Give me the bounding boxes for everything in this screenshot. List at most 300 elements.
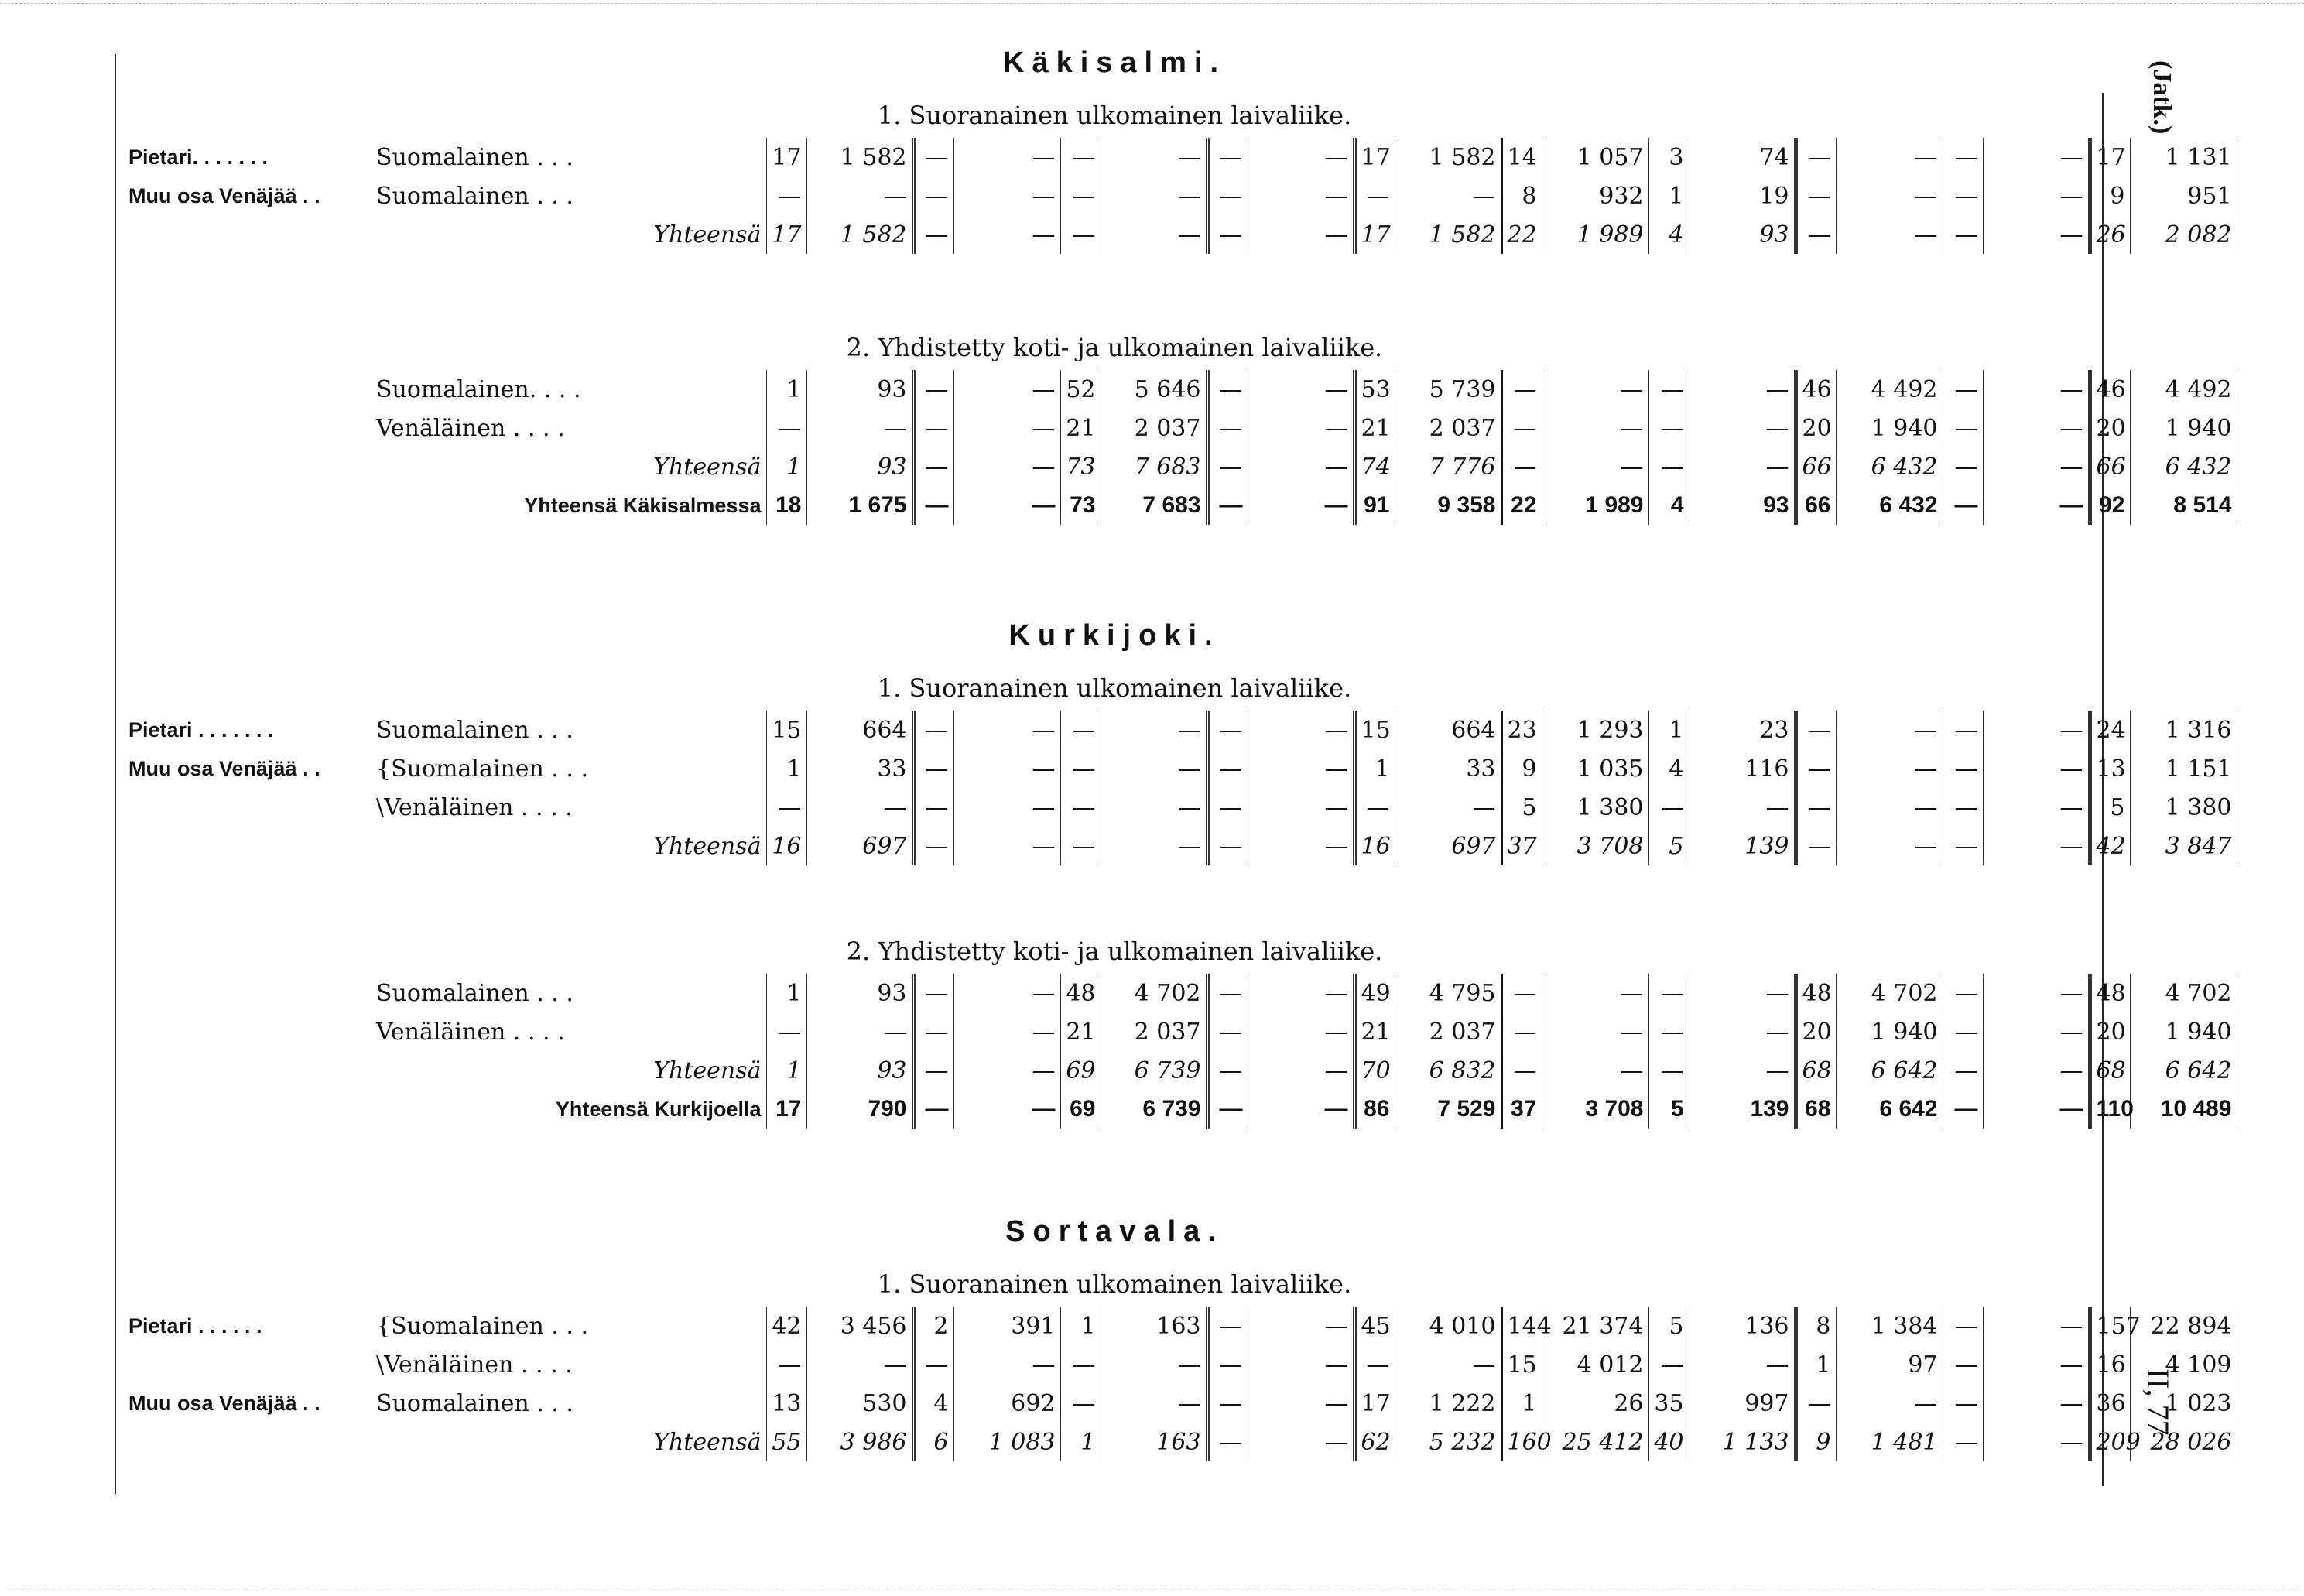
table-cell: — <box>1248 1384 1354 1423</box>
table-cell: 93 <box>806 370 913 409</box>
table-cell: — <box>1943 447 1983 486</box>
table-cell: — <box>806 176 913 215</box>
table-cell: 951 <box>2130 176 2237 215</box>
table-cell: — <box>1207 1012 1248 1051</box>
table-cell: 9 <box>1796 1423 1836 1461</box>
table-cell: — <box>766 176 806 215</box>
table-cell: — <box>1983 1051 2090 1090</box>
table-cell: — <box>1983 486 2090 525</box>
table-row <box>124 486 2237 525</box>
table-cell: 33 <box>806 749 913 788</box>
table-cell: — <box>1248 788 1354 827</box>
shipping-table <box>124 1307 2237 1461</box>
table-cell: — <box>1060 711 1101 749</box>
table-cell: — <box>1943 1345 1983 1384</box>
table-cell: — <box>1248 1090 1354 1129</box>
table-cell: — <box>1943 1090 1983 1129</box>
row-region <box>124 1012 371 1051</box>
table-cell: 697 <box>806 827 913 865</box>
table-cell: 5 232 <box>1395 1423 1501 1461</box>
table-cell: — <box>1060 138 1101 176</box>
row-label: Suomalainen. . . . <box>376 375 581 403</box>
table-cell: — <box>953 1090 1060 1129</box>
table-cell: 28 026 <box>2130 1423 2237 1461</box>
table-cell: 1 <box>1501 1384 1542 1423</box>
table-cell: — <box>1689 370 1796 409</box>
table-cell: — <box>1836 788 1943 827</box>
table-cell: — <box>1060 215 1101 254</box>
table-cell: 68 <box>1796 1090 1836 1129</box>
table-cell: 6 832 <box>1395 1051 1501 1090</box>
table-cell: 17 <box>1354 138 1395 176</box>
table-cell: 6 432 <box>1836 447 1943 486</box>
table-cell: 26 <box>2090 215 2130 254</box>
table-cell: 74 <box>1354 447 1395 486</box>
row-label: \Venäläinen . . . . <box>376 1351 573 1379</box>
table-cell: 42 <box>766 1307 806 1345</box>
table-cell: — <box>1796 749 1836 788</box>
table-cell: — <box>1060 1384 1101 1423</box>
shipping-table <box>124 711 2237 865</box>
table-cell: 66 <box>1796 447 1836 486</box>
table-row <box>124 974 2237 1012</box>
table-cell: — <box>913 1090 953 1129</box>
table-cell: — <box>913 788 953 827</box>
table-cell: 7 683 <box>1101 447 1207 486</box>
table-cell: 6 739 <box>1101 1051 1207 1090</box>
table-cell: — <box>1060 749 1101 788</box>
table-cell: 7 529 <box>1395 1090 1501 1129</box>
table-row <box>124 1307 2237 1345</box>
table-cell: 6 642 <box>2130 1051 2237 1090</box>
table-cell: — <box>953 486 1060 525</box>
shipping-table <box>124 370 2237 525</box>
table-cell: — <box>1248 974 1354 1012</box>
table-cell: — <box>1648 370 1689 409</box>
table-cell: 22 <box>1501 215 1542 254</box>
table-cell: — <box>1248 1051 1354 1090</box>
table-cell: — <box>913 974 953 1012</box>
table-cell: — <box>913 447 953 486</box>
table-cell: — <box>1542 1051 1648 1090</box>
table-cell: — <box>1836 1384 1943 1423</box>
table-cell: — <box>1207 176 1248 215</box>
table-cell: 1 <box>1796 1345 1836 1384</box>
table-cell: — <box>913 1051 953 1090</box>
table-cell: — <box>1101 1345 1207 1384</box>
table-row <box>124 409 2237 447</box>
table-cell: — <box>1943 409 1983 447</box>
table-cell: 4 795 <box>1395 974 1501 1012</box>
table-cell: — <box>1836 711 1943 749</box>
row-label: {Suomalainen . . . <box>376 1312 589 1340</box>
table-cell: 1 023 <box>2130 1384 2237 1423</box>
part-subtitle: 1. Suoranainen ulkomainen laivaliike. <box>877 673 1352 703</box>
table-cell: — <box>1354 788 1395 827</box>
table-cell: 1 <box>1648 176 1689 215</box>
table-cell: 93 <box>806 974 913 1012</box>
table-cell: — <box>1689 974 1796 1012</box>
table-cell: — <box>1648 447 1689 486</box>
table-cell: 6 432 <box>1836 486 1943 525</box>
table-cell: — <box>1501 1051 1542 1090</box>
table-cell: — <box>1796 138 1836 176</box>
table-cell: 391 <box>953 1307 1060 1345</box>
table-cell: 144 <box>1501 1307 1542 1345</box>
row-label: Yhteensä <box>653 832 762 860</box>
row-region <box>124 1090 371 1129</box>
table-cell: 97 <box>1836 1345 1943 1384</box>
table-cell: 4 <box>1648 486 1689 525</box>
table-cell: — <box>1983 1423 2090 1461</box>
table-cell: 37 <box>1501 827 1542 865</box>
table-cell: — <box>1501 1012 1542 1051</box>
row-label: Venäläinen . . . . <box>376 414 565 442</box>
table-cell: 5 <box>1501 788 1542 827</box>
table-cell: — <box>1542 447 1648 486</box>
table-cell: 790 <box>806 1090 913 1129</box>
table-cell: 4 492 <box>1836 370 1943 409</box>
row-label: {Suomalainen . . . <box>376 755 589 783</box>
table-cell: 24 <box>2090 711 2130 749</box>
table-cell: 1 380 <box>2130 788 2237 827</box>
table-cell: — <box>1354 176 1395 215</box>
scan-edge-top <box>0 3 2304 4</box>
table-cell: — <box>1101 176 1207 215</box>
table-cell: — <box>913 370 953 409</box>
table-cell: — <box>1943 974 1983 1012</box>
table-row <box>124 1012 2237 1051</box>
table-cell: — <box>1983 138 2090 176</box>
table-cell: 20 <box>1796 1012 1836 1051</box>
row-region <box>124 1423 371 1461</box>
table-cell: 1 <box>766 370 806 409</box>
table-cell: — <box>1101 749 1207 788</box>
row-label: Suomalainen . . . <box>376 979 573 1007</box>
table-cell: — <box>1943 1384 1983 1423</box>
table-row <box>124 749 2237 788</box>
table-cell: — <box>1501 370 1542 409</box>
shipping-table <box>124 138 2237 254</box>
table-cell: 20 <box>2090 1012 2130 1051</box>
table-cell: 1 057 <box>1542 138 1648 176</box>
row-label: Yhteensä Kurkijoella <box>555 1097 762 1121</box>
table-cell: 69 <box>1060 1051 1101 1090</box>
table-cell: 48 <box>1796 974 1836 1012</box>
table-cell: — <box>1207 370 1248 409</box>
table-cell: 5 <box>1648 1307 1689 1345</box>
table-cell: — <box>1248 749 1354 788</box>
table-cell: 5 646 <box>1101 370 1207 409</box>
continuation-label: (Jatk.) <box>2148 60 2176 135</box>
table-cell: — <box>766 1012 806 1051</box>
table-cell: — <box>1248 409 1354 447</box>
table-cell: 6 432 <box>2130 447 2237 486</box>
table-cell: 664 <box>1395 711 1501 749</box>
table-cell: 1 384 <box>1836 1307 1943 1345</box>
table-cell: 2 <box>913 1307 953 1345</box>
table-cell: 1 083 <box>953 1423 1060 1461</box>
row-label: Yhteensä <box>653 453 762 481</box>
table-cell: 16 <box>766 827 806 865</box>
row-region: Muu osa Venäjää . . <box>128 1391 320 1415</box>
table-cell: 4 <box>1648 215 1689 254</box>
table-cell: 35 <box>1648 1384 1689 1423</box>
table-cell: 3 847 <box>2130 827 2237 865</box>
table-cell: 1 <box>1060 1423 1101 1461</box>
table-cell: — <box>1395 176 1501 215</box>
table-row <box>124 447 2237 486</box>
table-row <box>124 1090 2237 1129</box>
table-cell: 21 <box>1354 1012 1395 1051</box>
table-cell: 45 <box>1354 1307 1395 1345</box>
table-cell: 3 986 <box>806 1423 913 1461</box>
table-cell: 4 492 <box>2130 370 2237 409</box>
table-cell: — <box>1395 788 1501 827</box>
table-cell: 52 <box>1060 370 1101 409</box>
table-cell: — <box>1943 138 1983 176</box>
table-cell: — <box>1101 138 1207 176</box>
table-cell: 14 <box>1501 138 1542 176</box>
table-cell: — <box>1207 1051 1248 1090</box>
table-cell: 1 <box>1060 1307 1101 1345</box>
table-cell: — <box>913 827 953 865</box>
table-cell: 68 <box>2090 1051 2130 1090</box>
table-cell: 93 <box>1689 486 1796 525</box>
table-cell: 9 <box>1501 749 1542 788</box>
table-cell: — <box>1983 447 2090 486</box>
table-cell: 8 514 <box>2130 486 2237 525</box>
row-region: Muu osa Venäjää . . <box>128 756 320 780</box>
table-cell: — <box>1248 1423 1354 1461</box>
table-cell: 4 702 <box>1836 974 1943 1012</box>
table-cell: 664 <box>806 711 913 749</box>
table-cell: — <box>1248 370 1354 409</box>
table-cell: 8 <box>1501 176 1542 215</box>
part-subtitle: 2. Yhdistetty koti- ja ulkomainen laivaliike. <box>846 937 1383 966</box>
table-cell: — <box>1101 827 1207 865</box>
table-cell: — <box>1796 176 1836 215</box>
table-cell: 91 <box>1354 486 1395 525</box>
table-cell: 1 989 <box>1542 215 1648 254</box>
table-cell: — <box>1983 1090 2090 1129</box>
table-cell: — <box>1501 447 1542 486</box>
table-row <box>124 1384 2237 1423</box>
table-cell: 21 <box>1060 1012 1101 1051</box>
row-region <box>124 1051 371 1090</box>
table-cell: 22 <box>1501 486 1542 525</box>
table-cell: — <box>953 788 1060 827</box>
section-title: Käkisalmi. <box>1003 46 1226 79</box>
table-cell: — <box>1796 827 1836 865</box>
table-cell: 1 380 <box>1542 788 1648 827</box>
table-cell: 68 <box>1796 1051 1836 1090</box>
table-cell: 46 <box>2090 370 2130 409</box>
table-cell: — <box>1648 1051 1689 1090</box>
page-number: II, 77 <box>2141 1368 2176 1436</box>
table-cell: 1 035 <box>1542 749 1648 788</box>
table-cell: 4 010 <box>1395 1307 1501 1345</box>
table-cell: — <box>1983 1307 2090 1345</box>
table-cell: — <box>1943 486 1983 525</box>
table-cell: — <box>1207 749 1248 788</box>
table-cell: — <box>953 409 1060 447</box>
table-cell: 1 <box>766 447 806 486</box>
table-cell: 16 <box>2090 1345 2130 1384</box>
table-cell: — <box>806 1012 913 1051</box>
table-cell: — <box>1501 409 1542 447</box>
table-cell: — <box>913 749 953 788</box>
table-cell: — <box>1501 974 1542 1012</box>
table-cell: — <box>1689 1345 1796 1384</box>
table-cell: 66 <box>2090 447 2130 486</box>
table-cell: 93 <box>806 447 913 486</box>
table-cell: — <box>1207 1423 1248 1461</box>
table-cell: 139 <box>1689 827 1796 865</box>
table-cell: — <box>1248 827 1354 865</box>
table-cell: 73 <box>1060 447 1101 486</box>
table-cell: — <box>913 138 953 176</box>
table-cell: — <box>1983 788 2090 827</box>
table-cell: 7 683 <box>1101 486 1207 525</box>
row-label: Yhteensä <box>653 1057 762 1084</box>
table-cell: — <box>1207 409 1248 447</box>
table-row <box>124 827 2237 865</box>
table-cell: 209 <box>2090 1423 2130 1461</box>
table-cell: 18 <box>766 486 806 525</box>
table-cell: 6 <box>913 1423 953 1461</box>
table-cell: 66 <box>1796 486 1836 525</box>
table-cell: 3 708 <box>1542 1090 1648 1129</box>
table-cell: 697 <box>1395 827 1501 865</box>
table-cell: 1 316 <box>2130 711 2237 749</box>
table-cell: — <box>1207 486 1248 525</box>
table-cell: — <box>1836 215 1943 254</box>
table-cell: 20 <box>1796 409 1836 447</box>
table-cell: 997 <box>1689 1384 1796 1423</box>
table-cell: — <box>1796 788 1836 827</box>
table-cell: 1 <box>766 1051 806 1090</box>
table-cell: 4 109 <box>2130 1345 2237 1384</box>
table-cell: — <box>1983 215 2090 254</box>
table-cell: — <box>1689 788 1796 827</box>
table-cell: 139 <box>1689 1090 1796 1129</box>
table-cell: — <box>1836 827 1943 865</box>
row-label: Suomalainen . . . <box>376 143 573 171</box>
table-cell: 93 <box>806 1051 913 1090</box>
table-cell: 530 <box>806 1384 913 1423</box>
table-cell: 10 489 <box>2130 1090 2237 1129</box>
table-cell: 40 <box>1648 1423 1689 1461</box>
table-cell: — <box>1943 370 1983 409</box>
table-cell: — <box>1060 788 1101 827</box>
table-cell: — <box>953 974 1060 1012</box>
table-cell: — <box>1689 1051 1796 1090</box>
table-cell: — <box>1983 974 2090 1012</box>
table-cell: 1 133 <box>1689 1423 1796 1461</box>
table-cell: — <box>1796 1384 1836 1423</box>
table-cell: — <box>1395 1345 1501 1384</box>
table-cell: 1 582 <box>1395 215 1501 254</box>
table-cell: — <box>806 1345 913 1384</box>
table-cell: — <box>1943 749 1983 788</box>
table-cell: — <box>1542 409 1648 447</box>
table-row <box>124 1051 2237 1090</box>
table-row <box>124 176 2237 215</box>
table-cell: — <box>953 176 1060 215</box>
table-cell: — <box>1248 1307 1354 1345</box>
table-cell: 4 702 <box>1101 974 1207 1012</box>
table-cell: — <box>1248 1345 1354 1384</box>
table-cell: 13 <box>766 1384 806 1423</box>
table-cell: 1 222 <box>1395 1384 1501 1423</box>
table-cell: 46 <box>1796 370 1836 409</box>
table-cell: 6 739 <box>1101 1090 1207 1129</box>
table-cell: — <box>1943 176 1983 215</box>
table-cell: — <box>953 370 1060 409</box>
table-cell: — <box>1542 1012 1648 1051</box>
row-region <box>124 370 371 409</box>
row-region <box>124 447 371 486</box>
table-cell: — <box>1248 176 1354 215</box>
table-cell: 33 <box>1395 749 1501 788</box>
table-cell: — <box>1689 447 1796 486</box>
table-cell: — <box>953 1012 1060 1051</box>
table-cell: 1 675 <box>806 486 913 525</box>
table-cell: 163 <box>1101 1423 1207 1461</box>
table-cell: 21 <box>1354 409 1395 447</box>
table-cell: 17 <box>1354 1384 1395 1423</box>
table-cell: — <box>1207 1384 1248 1423</box>
row-region <box>124 486 371 525</box>
table-cell: 49 <box>1354 974 1395 1012</box>
table-cell: — <box>1207 974 1248 1012</box>
table-cell: — <box>766 1345 806 1384</box>
table-cell: 17 <box>766 1090 806 1129</box>
table-cell: — <box>1648 788 1689 827</box>
table-cell: 26 <box>1542 1384 1648 1423</box>
table-row <box>124 788 2237 827</box>
table-cell: 2 037 <box>1395 1012 1501 1051</box>
table-cell: — <box>1101 788 1207 827</box>
table-cell: — <box>766 788 806 827</box>
section-title: Sortavala. <box>1005 1215 1224 1248</box>
table-cell: — <box>1207 1307 1248 1345</box>
part-subtitle: 2. Yhdistetty koti- ja ulkomainen laivaliike. <box>846 333 1383 362</box>
table-cell: 16 <box>1354 827 1395 865</box>
table-cell: 7 776 <box>1395 447 1501 486</box>
table-cell: — <box>1207 1090 1248 1129</box>
table-cell: — <box>1943 788 1983 827</box>
table-cell: — <box>1248 138 1354 176</box>
table-cell: — <box>1248 447 1354 486</box>
table-cell: — <box>1248 711 1354 749</box>
table-row <box>124 215 2237 254</box>
table-cell: — <box>766 409 806 447</box>
row-label: Suomalainen . . . <box>376 1389 573 1417</box>
table-cell: 1 940 <box>2130 1012 2237 1051</box>
table-cell: 23 <box>1501 711 1542 749</box>
table-cell: 1 582 <box>806 215 913 254</box>
table-row <box>124 711 2237 749</box>
table-cell: — <box>1060 176 1101 215</box>
table-cell: 37 <box>1501 1090 1542 1129</box>
table-cell: 8 <box>1796 1307 1836 1345</box>
table-cell: 15 <box>1501 1345 1542 1384</box>
table-cell: — <box>1943 1012 1983 1051</box>
row-label: Suomalainen . . . <box>376 182 573 210</box>
shipping-table <box>124 974 2237 1129</box>
